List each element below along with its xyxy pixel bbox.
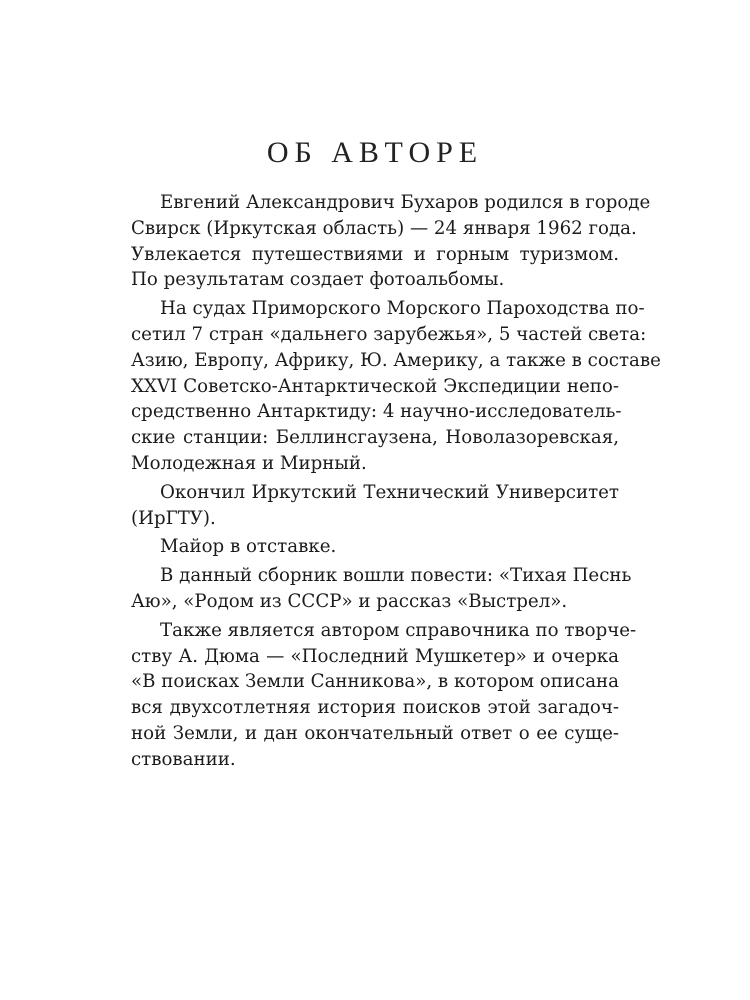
- text-line: Увлекается путешествиями и горным туризмом.: [131, 243, 619, 265]
- paragraph-collection: [131, 563, 632, 615]
- paragraph-education: [131, 480, 619, 532]
- text-line: сетил 7 стран «дальнего зарубежья», 5 частей света:: [131, 323, 647, 345]
- text-line: средственно Антарктиду: 4 научно-исследователь-: [131, 401, 622, 423]
- page-title: ОБ АВТОРЕ: [266, 136, 484, 169]
- text-line: Азию, Европу, Африку, Ю. Америку, а также в составе: [131, 349, 661, 371]
- text-line: Свирск (Иркутская область) — 24 января 1962 года.: [131, 217, 637, 239]
- paragraph-rank: [131, 534, 619, 560]
- text-line: вся двухсотлетняя история поисков этой загадоч-: [131, 697, 619, 719]
- text-line: Аю», «Родом из СССР» и рассказ «Выстрел».: [131, 590, 568, 612]
- text-line: ной Земли, и дан окончательный ответ о ее суще-: [131, 722, 619, 744]
- text-line: Майор в отставке.: [160, 536, 337, 558]
- text-line: ствовании.: [131, 748, 236, 770]
- text-line: XXVI Советско-Антарктической Экспедиции непо-: [131, 375, 619, 397]
- text-line: Окончил Иркутский Технический Университет: [160, 481, 619, 503]
- text-line: (ИрГТУ).: [131, 507, 216, 529]
- text-line: Также является автором справочника по творче-: [160, 619, 637, 641]
- text-line: ские станции: Беллинсгаузена, Новолазоревская,: [131, 427, 619, 449]
- text-line: «В поисках Земли Санникова», в котором описана: [131, 671, 619, 693]
- text-line: Евгений Александрович Бухаров родился в городе: [160, 192, 651, 213]
- body-text: [131, 190, 661, 773]
- text-line: Молодежная и Мирный.: [131, 452, 367, 474]
- text-line: На судах Приморского Морского Пароходства по-: [160, 298, 645, 320]
- text-line: В данный сборник вошли повести: «Тихая Песнь: [160, 565, 632, 587]
- paragraph-travels: [131, 296, 661, 477]
- paragraph-other-works: [131, 618, 637, 773]
- paragraph-birth: [131, 190, 651, 293]
- text-line: По результатам создает фотоальбомы.: [131, 269, 505, 291]
- text-line: ству А. Дюма — «Последний Мушкетер» и очерка: [131, 645, 619, 667]
